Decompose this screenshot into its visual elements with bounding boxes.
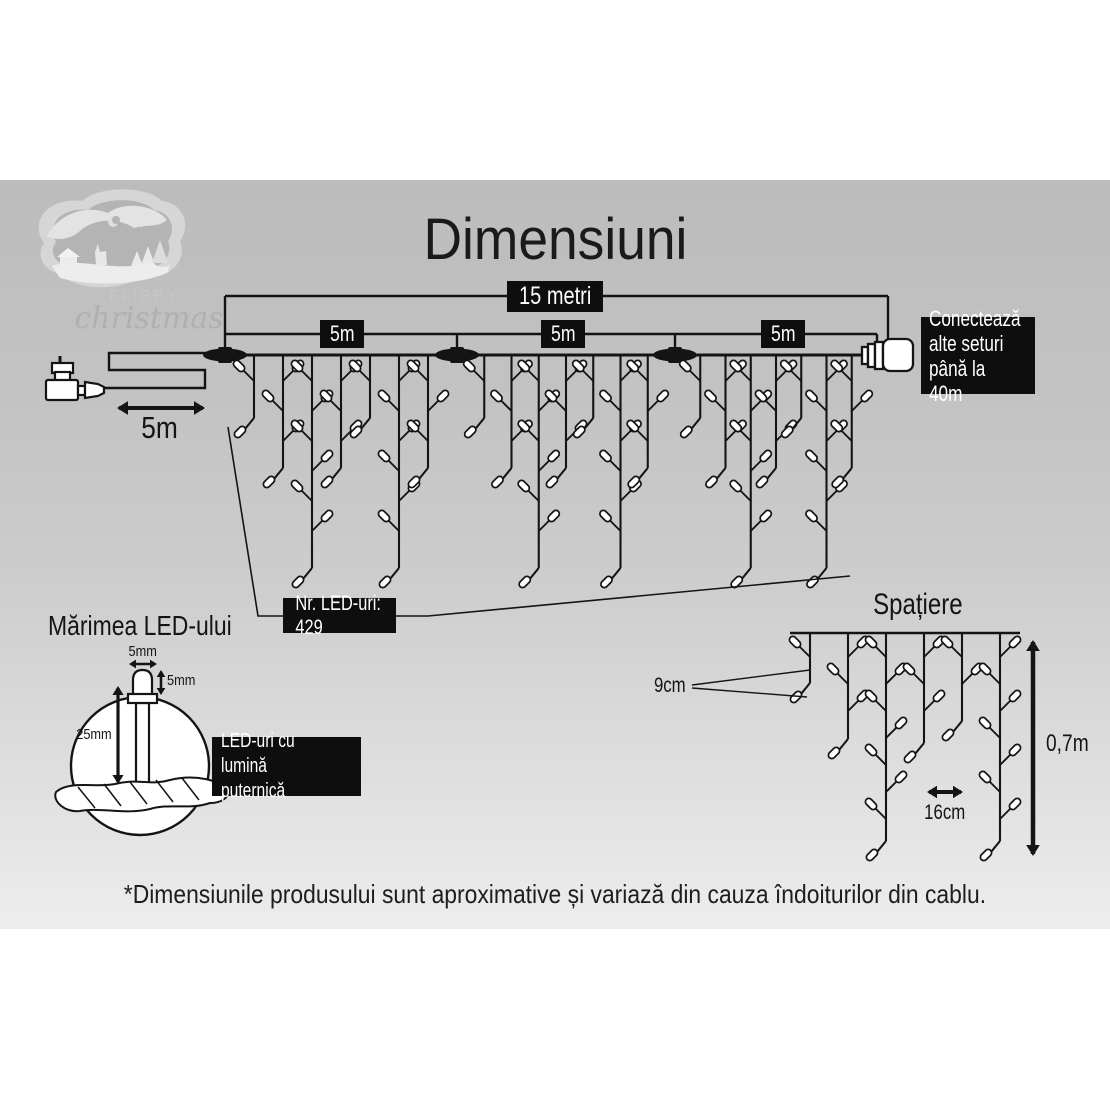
footnote: *Dimensiunile produsului sunt aproximative și variază din cauza îndoiturilor din cablu. <box>123 879 987 909</box>
mains-plug <box>46 353 225 400</box>
lead-length-label: 5m <box>141 410 179 445</box>
section-length-badge-2: 5m <box>541 320 585 348</box>
drop-height-label: 0,7m <box>1046 730 1089 757</box>
spacing-figure <box>692 633 1040 862</box>
drop-gap-label: 16cm <box>924 801 966 824</box>
led-width-label: 5mm <box>128 643 158 660</box>
spacing-heading: Spațiere <box>873 588 963 621</box>
page-title: Dimensiuni <box>423 207 687 272</box>
bright-led-note: LED-uri cu lumină puternică <box>212 737 361 796</box>
led-count-badge: Nr. LED-uri: 429 <box>283 598 396 633</box>
led-size-heading: Mărimea LED-ului <box>48 610 232 641</box>
main-icicle-curtain <box>232 355 874 589</box>
led-size-figure <box>55 660 227 835</box>
led-length-label: 25mm <box>76 726 112 743</box>
brand-name-christmas: christmas <box>74 301 224 336</box>
bulb-gap-label: 9cm <box>654 674 686 697</box>
section-length-badge-1: 5m <box>320 320 364 348</box>
connect-sets-note: Conectează alte seturi până la 40m <box>921 317 1035 394</box>
total-length-badge: 15 metri <box>507 281 603 312</box>
end-connector-plug <box>862 339 913 371</box>
brand-name-flippy: FLIPPY. <box>109 287 185 304</box>
section-length-badge-3: 5m <box>761 320 805 348</box>
led-height-label: 5mm <box>167 672 196 689</box>
